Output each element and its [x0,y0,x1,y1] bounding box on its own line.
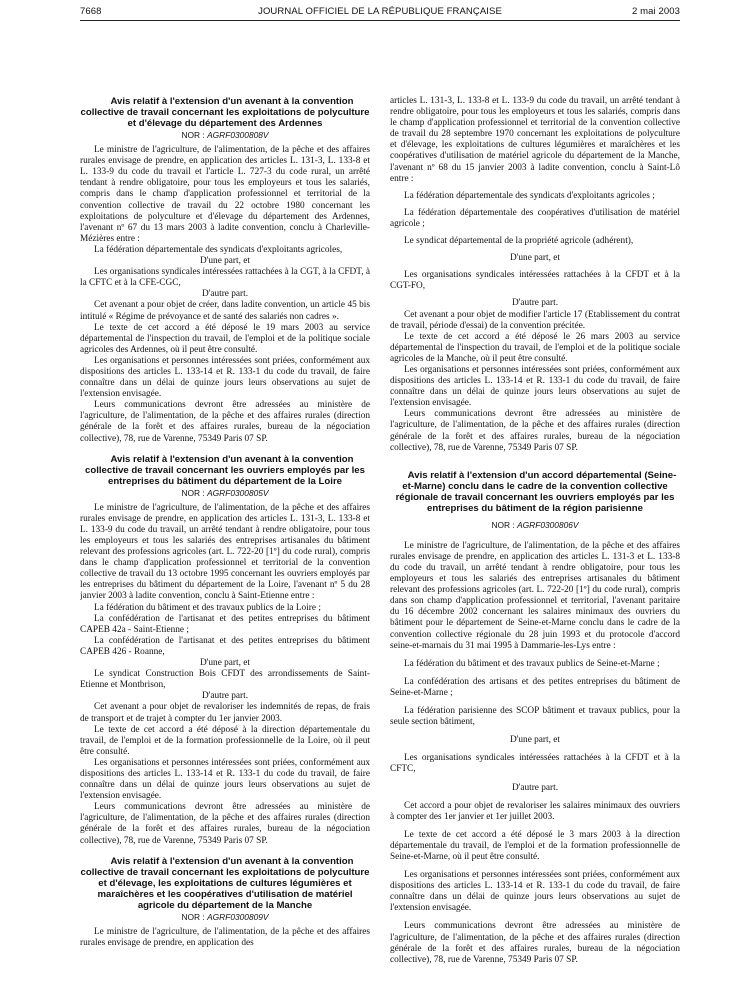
paragraph: Le texte de cet accord a été déposé le 26 mars 2003 au service départemental de l'inspection du travail, de l'emploi et de la politique sociale agricoles de la Manche, où il peut être consulté. [390,331,680,364]
nor-code: AGRF0300809V [207,911,269,922]
paragraph: Le texte de cet accord a été déposé le 3 mars 2003 à la direction départementale du travail, de l'emploi et de la formation professionnelle de Seine-et-Marne, où il peut être consulté. [390,829,680,862]
journal-title: JOURNAL OFFICIEL DE LA RÉPUBLIQUE FRANÇAISE [258,6,502,17]
notice-loire [80,454,370,847]
paragraph: Leurs communications devront être adressées au ministère de l'agriculture, de l'alimentation, de la pêche et des affaires rurales (direction générale de la forêt et des affaires rurales, bureau de la négociation collective), 78, rue de Varenne, 75349 Paris 07 SP. [80,400,370,444]
paragraph: Les organisations et personnes intéressées sont priées, conformément aux dispositions des articles L. 133-14 et R. 133-1 du code du travail, de faire connaître dans un délai de quinze jours leurs observations au sujet de l'extension envisagée. [80,757,370,802]
nor-label: NOR : [491,519,515,530]
paragraph: D'une part, et [200,256,250,267]
paragraph: D'une part, et [510,735,560,746]
paragraph: Les organisations et personnes intéressées sont priées, conformément aux dispositions des articles L. 133-14 et R. 133-1 du code du travail, de faire connaître dans un délai de quinze jours leurs observations au sujet de l'extension envisagée. [80,355,370,400]
paragraph: Le syndicat départemental de la propriété agricole (adhérent), [404,236,634,247]
paragraph: articles L. 131-3, L. 133-8 et L. 133-9 du code du travail, un arrêté tendant à rendre obligatoire, pour tous les employeurs et tous les salariés, compris dans le champ d'application professionnel et territorial de la convention collective de travail du 28 septembre 1970 concernant les exploitations de polyculture et d'élevage, les exploitations de cultures légumières et maraîchères et les coopératives d'utilisation de matériel agricole du département de la Manche, l'avenant nº 68 du 15 janvier 2003 à ladite convention, conclu à Saint-Lô entre : [390,96,680,184]
paragraph: Leurs communications devront être adressées au ministère de l'agriculture, de l'alimentation, de la pêche et des affaires rurales (direction générale de la forêt et des affaires rurales, bureau de la négociation collective), 78, rue de Varenne, 75349 Paris 07 SP. [390,921,680,965]
paragraph: La fédération départementale des coopératives d'utilisation de matériel agricole ; [390,207,680,229]
nor-label: NOR : [181,487,205,498]
nor-reference [390,520,680,531]
notice-title: Avis relatif à l'extension d'un avenant à la convention collective de travail concernant les ouvriers employés par les entreprises du bâtiment du département de la Loire [85,453,365,487]
paragraph: Les organisations syndicales intéressées rattachées à la CGT, à la CFDT, à la CFTC et à la CFE-CGC, [80,267,370,289]
nor-code: AGRF0300808V [207,130,269,140]
paragraph: D'une part, et [510,253,560,264]
notice-title: Avis relatif à l'extension d'un avenant à la convention collective de travail concernant les exploitations de polyculture et d'élevage du département des Ardennes [80,96,370,129]
paragraph: Le ministre de l'agriculture, de l'alimentation, de la pêche et des affaires rurales envisage de prendre, en application des articles L. 131-3, L. 133-8 et L. 133-9 du code du travail et l'article L. 727-3 du code rural, un arrêté tendant à rendre obligatoire, pour tous les employeurs et tous les salariés, compris dans le champ d'application professionnel et territorial de la convention collective de travail du 22 octobre 1980 concernant les exploitations de polyculture et d'élevage du département des Ardennes, l'avenant nº 67 du 13 mars 2003 à ladite convention, conclu à Charleville-Mézières entre : [80,145,370,244]
paragraph: La fédération départementale des syndicats d'exploitants agricoles ; [404,190,655,201]
paragraph: Le ministre de l'agriculture, de l'alimentation, de la pêche et des affaires rurales envisage de prendre, en application des articles L. 131-3, L. 133-8 et L. 133-9 du code du travail, un arrêté tendant à rendre obligatoire, pour tous les employeurs et tous les salariés des entreprises artisanales du bâtiment relevant des professions agricoles (art. L. 722-20 [1º] du code rural), compris dans le champ d'application professionnel et territorial de la convention collective de travail du 13 octobre 1995 concernant les ouvriers employés par les entreprises du bâtiment du département de la Loire, l'avenant nº 5 du 28 janvier 2003 à ladite convention, conclu à Saint-Etienne entre : [80,502,370,602]
paragraph: La fédération parisienne des SCOP bâtiment et travaux publics, pour la seule section bâtiment, [390,706,680,728]
paragraph: Le texte de cet accord a été déposé le 19 mars 2003 au service départemental de l'inspection du travail, de l'emploi et de la politique sociale agricoles des Ardennes, où il peut être consulté. [80,322,370,355]
paragraph: Le ministre de l'agriculture, de l'alimentation, de la pêche et des affaires rurales envisage de prendre, en application des articles L. 131-3 et L. 133-8 du code du travail, un arrêté tendant à rendre obligatoire, pour tous les employeurs et tous les salariés des entreprises artisanales du bâtiment relevant des professions agricoles (art. L. 722-20 [1º] du code rural), compris dans son champ d'application professionnel et territorial, l'avenant paritaire du 16 décembre 2002 concernant les salaires minimaux des ouvriers du bâtiment pour le département de Seine-et-Marne conclu dans le cadre de la convention collective régionale du 28 juin 1993 et du protocole d'accord seine-et-marnais du 31 mai 1995 à Dammarie-les-Lys entre : [390,540,680,651]
paragraph: Leurs communications devront être adressées au ministère de l'agriculture, de l'alimentation, de la pêche et des affaires rurales (direction générale de la forêt et des affaires rurales, bureau de la négociation collective), 78, rue de Varenne, 75349 Paris 07 SP. [80,802,370,846]
paragraph: Leurs communications devront être adressées au ministère de l'agriculture, de l'alimentation, de la pêche et des affaires rurales (direction générale de la forêt et des affaires rurales, bureau de la négociation collective), 78, rue de Varenne, 75349 Paris 07 SP. [390,409,680,453]
paragraph: La confédération de l'artisanat et des petites entreprises du bâtiment CAPEB 42a - Saint-Etienne ; [80,613,370,635]
notice-manche [80,856,370,949]
left-column [80,96,370,986]
paragraph: D'autre part. [511,782,559,793]
page-header [80,6,680,20]
right-column [390,96,680,986]
notice-title: Avis relatif à l'extension d'un avenant à la convention collective de travail concernant les exploitations de polyculture et d'élevage, les exploitations de cultures légumières et maraîchères et les coopératives d'utilisation de matériel agricole du département de la Manche [80,855,370,911]
paragraph: Les organisations et personnes intéressées sont priées, conformément aux dispositions des articles L. 133-14 et R. 133-1 du code du travail, de faire connaître dans un délai de quinze jours leurs observations au sujet de l'extension envisagée. [390,870,680,914]
paragraph: La fédération départementale des syndicats d'exploitants agricoles, [94,244,343,255]
notice-manche-continued [390,96,680,454]
paragraph: La fédération du bâtiment et des travaux publics de la Loire ; [94,602,321,613]
paragraph: Cet avenant a pour objet de revaloriser les indemnités de repas, de frais de transport et de trajet à compter du 1er janvier 2003. [80,702,370,724]
paragraph: Cet avenant a pour objet de créer, dans ladite convention, un article 45 bis intitulé « Régime de prévoyance et de santé des salariés non cadres ». [80,300,370,322]
paragraph: Cet avenant a pour objet de modifier l'article 17 (Etablissement du contrat de travail, période d'essai) de la convention précitée. [390,309,680,331]
paragraph: D'autre part. [201,289,249,300]
paragraph: Le texte de cet accord a été déposé à la direction départementale du travail, de l'emploi et de la formation professionnelle de la Loire, où il peut être consulté. [80,724,370,757]
nor-label: NOR : [181,911,205,922]
page-number: 7668 [80,6,102,17]
paragraph: Les organisations syndicales intéressées rattachées à la CFDT et à la CFTC, [390,753,680,775]
paragraph: La fédération du bâtiment et des travaux publics de Seine-et-Marne ; [404,658,660,669]
notice-title: Avis relatif à l'extension d'un accord départemental (Seine-et-Marne) conclu dans le cadre de la convention collective régionale de travail concernant les ouvriers employés par les entreprises du bâtiment de la région parisienne [395,469,677,514]
paragraph: Le ministre de l'agriculture, de l'alimentation, de la pêche et des affaires rurales envisage de prendre, en application des [80,926,370,948]
paragraph: Les organisations syndicales intéressées rattachées à la CFDT et à la CGT-FO, [390,270,680,292]
paragraph: Cet accord a pour objet de revaloriser les salaires minimaux des ouvriers à compter des 1er janvier et 1er juillet 2003. [390,800,680,822]
nor-label: NOR : [181,130,205,140]
nor-reference [80,488,370,499]
nor-reference [80,130,370,141]
paragraph: Le syndicat Construction Bois CFDT des arrondissements de Saint-Etienne et Montbrison, [80,669,370,691]
notice-ardennes [80,96,370,445]
paragraph: Les organisations et personnes intéressées sont priées, conformément aux dispositions des articles L. 133-14 et R. 133-1 du code du travail, de faire connaître dans un délai de quinze jours leurs observations au sujet de l'extension envisagée. [390,364,680,409]
paragraph: La confédération de l'artisanat et des petites entreprises du bâtiment CAPEB 426 - Roanne, [80,635,370,657]
paragraph: La confédération des artisans et des petites entreprises du bâtiment de Seine-et-Marne ; [390,676,680,698]
nor-code: AGRF0300806V [517,519,579,530]
paragraph: D'une part, et [200,658,250,669]
paragraph: D'autre part. [511,298,559,309]
nor-code: AGRF0300805V [207,487,269,498]
nor-reference [80,912,370,923]
header-rule [80,20,680,21]
notice-seine-et-marne [390,470,680,966]
issue-date: 2 mai 2003 [631,6,680,17]
paragraph: D'autre part. [201,691,249,702]
